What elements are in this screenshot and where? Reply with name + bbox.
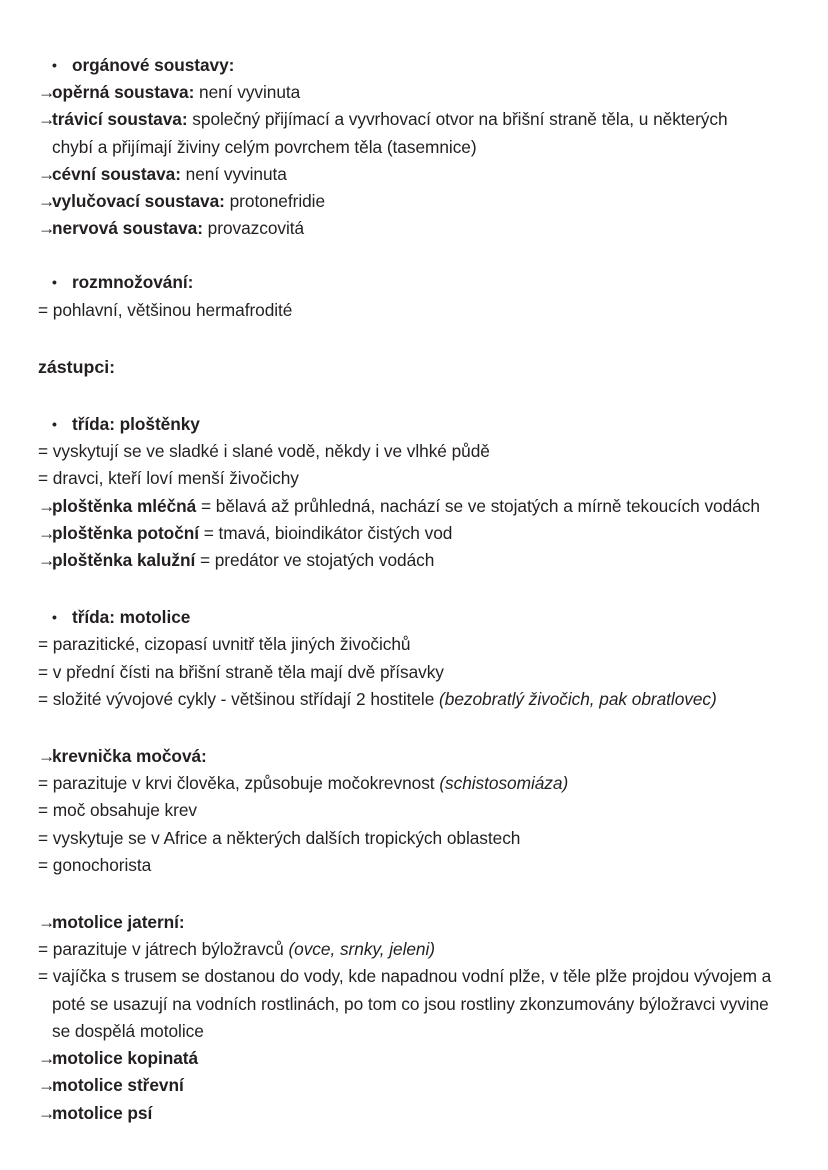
motolice-line-1 xyxy=(38,631,788,658)
krevnicka-line-2 xyxy=(38,797,788,824)
heading-class-plostenky-label: třída: ploštěnky xyxy=(72,414,200,435)
plostenky-line-2 xyxy=(38,465,788,492)
equals-icon: = xyxy=(38,773,49,794)
species-plostenka-potocni xyxy=(38,520,788,547)
motolice-jaterni-line-2-cont2: se dospělá motolice xyxy=(52,1020,204,1041)
plostenky-line-1 xyxy=(38,438,788,465)
spacer xyxy=(38,574,788,604)
species-plostenka-mlecna xyxy=(38,493,788,520)
arrow-icon: → xyxy=(38,109,56,130)
motolice-jaterni-line-2 xyxy=(38,963,788,990)
spacer xyxy=(38,381,788,411)
plostenky-line-1-text: vyskytují se ve sladké i slané vodě, někdy i ve vlhké půdě xyxy=(48,441,490,462)
list-item-vylucovaci xyxy=(38,188,788,215)
term-nervova: nervová soustava: xyxy=(52,218,203,239)
motolice-line-3-text: složité vývojové cykly - většinou střídají 2 hostitele xyxy=(48,688,440,709)
arrow-icon: → xyxy=(38,746,56,767)
motolice-line-2-text: v přední čísti na břišní straně těla mají dvě přísavky xyxy=(48,661,444,682)
reproduction-line-1-text: pohlavní, většinou hermafrodité xyxy=(48,299,293,320)
list-item-travici-cont: chybí a přijímají živiny celým povrchem těla (tasemnice) xyxy=(52,136,477,157)
species-plostenka-kaluzni-name: ploštěnka kalužní xyxy=(52,550,196,571)
arrow-icon: → xyxy=(38,163,56,184)
heading-krevnicka xyxy=(38,743,788,770)
equals-icon: = xyxy=(38,299,49,320)
motolice-jaterni-line-1-note: (ovce, srnky, jeleni) xyxy=(288,939,435,960)
motolice-line-1-text: parazitické, cizopasí uvnitř těla jiných živočichů xyxy=(48,634,411,655)
equals-icon: = xyxy=(38,854,49,875)
bullet-icon: • xyxy=(52,416,57,433)
equals-icon: = xyxy=(38,441,49,462)
term-cevni: cévní soustava: xyxy=(52,163,181,184)
heading-reproduction xyxy=(38,269,788,296)
krevnicka-line-4-text: gonochorista xyxy=(48,854,152,875)
heading-reproduction-label: rozmnožování: xyxy=(72,272,194,293)
reproduction-line-1 xyxy=(38,297,788,324)
equals-icon: = xyxy=(38,468,49,489)
spacer xyxy=(38,879,788,909)
arrow-icon: → xyxy=(38,495,56,516)
motolice-jaterni-line-1 xyxy=(38,936,788,963)
bullet-icon: • xyxy=(52,274,57,291)
species-motolice-strevni-name: motolice střevní xyxy=(52,1075,184,1096)
desc-operna: není vyvinuta xyxy=(194,82,301,103)
equals-icon: = xyxy=(38,966,49,987)
arrow-icon: → xyxy=(38,912,56,933)
motolice-jaterni-line-2-text: vajíčka s trusem se dostanou do vody, kde napadnou vodní plže, v těle plže projdou vývojem a xyxy=(48,966,772,987)
motolice-line-3 xyxy=(38,686,788,713)
motolice-line-2 xyxy=(38,659,788,686)
arrow-icon: → xyxy=(38,1075,56,1096)
arrow-icon: → xyxy=(38,1048,56,1069)
krevnicka-line-2-text: moč obsahuje krev xyxy=(48,800,197,821)
equals-icon: = xyxy=(38,661,49,682)
term-travici: trávicí soustava: xyxy=(52,109,188,130)
species-plostenka-potocni-name: ploštěnka potoční xyxy=(52,522,200,543)
species-plostenka-kaluzni xyxy=(38,547,788,574)
species-motolice-psi xyxy=(38,1100,788,1127)
equals-icon: = xyxy=(38,634,49,655)
plostenky-line-2-text: dravci, kteří loví menší živočichy xyxy=(48,468,299,489)
arrow-icon: → xyxy=(38,550,56,571)
heading-class-plostenky xyxy=(38,411,788,438)
arrow-icon: → xyxy=(38,522,56,543)
term-vylucovaci: vylučovací soustava: xyxy=(52,191,225,212)
krevnicka-line-1 xyxy=(38,770,788,797)
krevnicka-line-1-note: (schistosomiáza) xyxy=(439,773,569,794)
species-plostenka-mlecna-name: ploštěnka mléčná xyxy=(52,495,197,516)
list-item-cevni xyxy=(38,161,788,188)
species-motolice-strevni xyxy=(38,1072,788,1099)
species-plostenka-mlecna-desc: = bělavá až průhledná, nachází se ve stojatých a mírně tekoucích vodách xyxy=(196,495,760,516)
motolice-jaterni-line-1-text: parazituje v játrech býložravců xyxy=(48,939,289,960)
arrow-icon: → xyxy=(38,218,56,239)
krevnicka-line-3-text: vyskytuje se v Africe a některých dalších tropických oblastech xyxy=(48,827,521,848)
list-item-nervova xyxy=(38,215,788,242)
equals-icon: = xyxy=(38,827,49,848)
equals-icon: = xyxy=(38,688,49,709)
heading-krevnicka-label: krevnička močová: xyxy=(52,746,207,767)
heading-organ-systems-label: orgánové soustavy: xyxy=(72,55,235,75)
species-motolice-kopinata-name: motolice kopinatá xyxy=(52,1048,199,1069)
equals-icon: = xyxy=(38,800,49,821)
species-motolice-kopinata xyxy=(38,1045,788,1072)
krevnicka-line-3 xyxy=(38,825,788,852)
section-heading-representatives: zástupci: xyxy=(38,356,116,377)
desc-nervova: provazcovitá xyxy=(202,218,305,239)
motolice-jaterni-line-2-cont1: poté se usazují na vodních rostlinách, po tom co jsou rostliny zkonzumovány býložravci vyvine xyxy=(52,993,769,1014)
bullet-icon: • xyxy=(52,609,57,626)
spacer xyxy=(38,324,788,354)
equals-icon: = xyxy=(38,939,49,960)
bullet-icon: • xyxy=(52,57,57,73)
heading-class-motolice xyxy=(38,604,788,631)
list-item-travici xyxy=(38,106,788,133)
motolice-line-3-note: (bezobratlý živočich, pak obratlovec) xyxy=(439,688,717,709)
species-plostenka-potocni-desc: = tmavá, bioindikátor čistých vod xyxy=(199,522,453,543)
species-plostenka-kaluzni-desc: = predátor ve stojatých vodách xyxy=(195,550,435,571)
heading-organ-systems xyxy=(38,52,788,79)
heading-motolice-jaterni xyxy=(38,909,788,936)
krevnicka-line-4 xyxy=(38,852,788,879)
desc-travici: společný přijímací a vyvrhovací otvor na břišní straně těla, u některých xyxy=(187,109,728,130)
spacer xyxy=(38,242,788,269)
term-operna: opěrná soustava: xyxy=(52,82,195,103)
spacer xyxy=(38,713,788,743)
list-item-operna xyxy=(38,79,788,106)
desc-cevni: není vyvinuta xyxy=(180,163,287,184)
krevnicka-line-1-text: parazituje v krvi člověka, způsobuje močokrevnost xyxy=(48,773,440,794)
heading-motolice-jaterni-label: motolice jaterní: xyxy=(52,912,185,933)
desc-vylucovaci: protonefridie xyxy=(224,191,326,212)
heading-class-motolice-label: třída: motolice xyxy=(72,607,191,628)
species-motolice-psi-name: motolice psí xyxy=(52,1102,153,1123)
arrow-icon: → xyxy=(38,1102,56,1123)
arrow-icon: → xyxy=(38,191,56,212)
arrow-icon: → xyxy=(38,82,56,103)
